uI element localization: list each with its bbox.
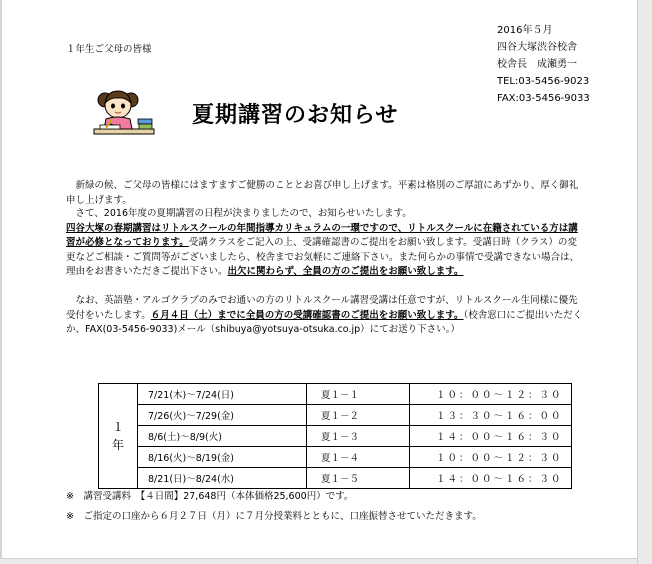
sender-block bbox=[497, 22, 590, 107]
studying-girl-icon bbox=[92, 85, 156, 141]
document-frame-right bbox=[637, 0, 652, 564]
table-row bbox=[99, 447, 572, 468]
payment-note: ※ ご指定の口座から６月２７日（月）に７月分授業料とともに、口座振替させていただきます。 bbox=[66, 511, 482, 522]
submission-required-notice: 出欠に関わらず、全員の方のご提出をお願い致します。 bbox=[227, 266, 464, 277]
school-name: 四谷大塚渋谷校舎 bbox=[497, 42, 577, 53]
session-date: 7/26(火)～7/29(金) bbox=[138, 405, 307, 426]
session-time: １４：００～１６：３０ bbox=[410, 426, 572, 447]
grade-label: 年 bbox=[111, 438, 124, 452]
greeting-paragraph bbox=[66, 179, 584, 208]
announcement-intro: さて、2016年度の夏期講習の日程が決まりましたので、お知らせいたします。 bbox=[66, 208, 412, 219]
tel-number: TEL:03-5456-9023 bbox=[497, 76, 590, 87]
issue-date: 2016年５月 bbox=[497, 25, 553, 36]
session-course: 夏１－１ bbox=[307, 384, 410, 405]
session-course: 夏１－２ bbox=[307, 405, 410, 426]
table-row bbox=[99, 426, 572, 447]
mandatory-notice: 四谷大塚の春期講習はリトルスクールの年間指導カリキュラムの一環ですので、リトルスクールに在籍されている方は講習が必修となっております。 bbox=[66, 222, 578, 248]
table-row bbox=[99, 405, 572, 426]
schedule-table bbox=[98, 383, 572, 489]
session-course: 夏１－３ bbox=[307, 426, 410, 447]
session-time: １０：００～１２：３０ bbox=[410, 447, 572, 468]
recipient: １年生ご父母の皆様 bbox=[66, 44, 152, 55]
optional-course-text: なお、英語塾・アルゴクラブのみでお通いの方のリトルスクール講習受講は任意ですが、リトルスクール生同様に優先受付をいたします。 bbox=[66, 295, 578, 321]
session-time: １３：３０～１６：００ bbox=[410, 405, 572, 426]
greeting-text: 新緑の候、ご父母の皆様にはますますご健勝のこととお喜び申し上げます。平素は格別のご厚誼にあずかり、厚く御礼申し上げます。 bbox=[66, 180, 579, 206]
principal-name: 校舎長 成瀬勇一 bbox=[497, 59, 577, 70]
deadline-notice: ６月４日（土）までに全員の方の受講確認書のご提出をお願い致します。 bbox=[150, 309, 464, 321]
session-course: 夏１－５ bbox=[307, 468, 410, 489]
grade-number: １ bbox=[111, 420, 124, 434]
document-frame-bottom bbox=[0, 558, 637, 564]
session-course: 夏１－４ bbox=[307, 447, 410, 468]
optional-course-paragraph bbox=[66, 294, 584, 338]
session-time: １０：００～１２：３０ bbox=[410, 384, 572, 405]
session-date: 7/21(木)～7/24(日) bbox=[138, 384, 307, 405]
session-date: 8/21(日)～8/24(水) bbox=[138, 468, 307, 489]
page-title: 夏期講習のお知らせ bbox=[192, 103, 399, 128]
table-row bbox=[99, 468, 572, 489]
registration-instructions: 受講クラスをご記入の上、受講確認書のご提出をお願い致します。受講日時（クラス）の変更などご相談・ご質問等がございましたら、校舎までお気軽にご連絡下さい。また何らかの事情で受講できない場合は、理由をお書きいただきご提出下さい。 bbox=[66, 237, 580, 277]
session-date: 8/6(土)～8/9(火) bbox=[138, 426, 307, 447]
submission-method: （校舎窓口にご提出いただくか、FAX(03-5456-9033)メール（shibuya@yotsuya-otsuka.co.jp）にてお送り下さい。） bbox=[66, 309, 583, 335]
table-row bbox=[99, 384, 572, 405]
fee-note: ※ 講習受講料 【４日間】27,648円（本体価格25,600円）です。 bbox=[66, 491, 354, 502]
announcement-paragraph bbox=[66, 207, 584, 280]
document-frame-left bbox=[0, 0, 2, 564]
session-time: １４：００～１６：３０ bbox=[410, 468, 572, 489]
grade-cell bbox=[99, 384, 138, 489]
session-date: 8/16(火)～8/19(金) bbox=[138, 447, 307, 468]
fax-number: FAX:03-5456-9033 bbox=[497, 93, 590, 104]
